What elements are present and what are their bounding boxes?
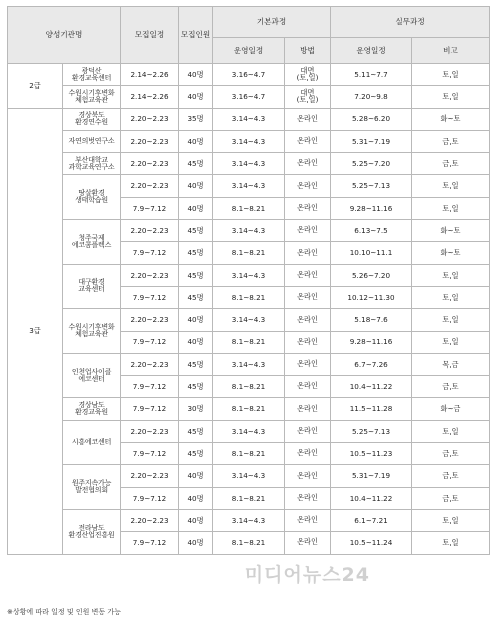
recruit-count-cell: 40명 — [179, 197, 213, 219]
table-row — [8, 264, 490, 286]
basic-method-cell: 온라인 — [285, 286, 331, 308]
recruit-count-cell: 45명 — [179, 353, 213, 375]
basic-period-cell: 3.14~4.3 — [213, 309, 285, 331]
grade-cell: 2급 — [8, 64, 63, 109]
practical-period-cell: 5.25~7.20 — [331, 153, 412, 175]
practical-note-cell: 토,일 — [412, 532, 490, 554]
table-row — [8, 86, 490, 108]
basic-period-cell: 8.1~8.21 — [213, 398, 285, 420]
practical-note-cell: 금,토 — [412, 153, 490, 175]
basic-period-cell: 3.14~4.3 — [213, 108, 285, 130]
practical-period-cell: 10.5~11.24 — [331, 532, 412, 554]
recruit-period-cell: 7.9~7.12 — [121, 443, 179, 465]
basic-method-cell: 온라인 — [285, 465, 331, 487]
recruit-count-cell: 45명 — [179, 264, 213, 286]
recruit-period-cell: 7.9~7.12 — [121, 197, 179, 219]
practical-period-cell: 10.12~11.30 — [331, 286, 412, 308]
basic-method-cell: 온라인 — [285, 376, 331, 398]
agency-name-cell: 수원시기후변화 체험교육관 — [63, 86, 121, 108]
recruit-count-cell: 40명 — [179, 309, 213, 331]
basic-method-cell: 온라인 — [285, 398, 331, 420]
practical-note-cell: 금,토 — [412, 130, 490, 152]
table-row — [8, 220, 490, 242]
practical-period-cell: 7.20~9.8 — [331, 86, 412, 108]
recruit-period-cell: 7.9~7.12 — [121, 398, 179, 420]
practical-period-cell: 5.11~7.7 — [331, 64, 412, 86]
practical-note-cell: 금,토 — [412, 465, 490, 487]
practical-period-cell: 5.25~7.13 — [331, 420, 412, 442]
recruit-period-cell: 2.14~2.26 — [121, 86, 179, 108]
recruit-period-cell: 2.20~2.23 — [121, 509, 179, 531]
practical-period-cell: 9.28~11.16 — [331, 197, 412, 219]
basic-period-cell: 8.1~8.21 — [213, 286, 285, 308]
recruit-count-cell: 40명 — [179, 331, 213, 353]
recruit-period-cell: 7.9~7.12 — [121, 532, 179, 554]
practical-note-cell: 토,일 — [412, 420, 490, 442]
basic-method-cell: 온라인 — [285, 487, 331, 509]
basic-period-cell: 3.14~4.3 — [213, 353, 285, 375]
recruit-count-cell: 35명 — [179, 108, 213, 130]
recruit-count-cell: 40명 — [179, 64, 213, 86]
practical-period-cell: 5.31~7.19 — [331, 130, 412, 152]
agency-name-cell: 원주지속가능 발전협의회 — [63, 465, 121, 510]
recruit-count-cell: 40명 — [179, 487, 213, 509]
practical-period-cell: 10.4~11.22 — [331, 376, 412, 398]
basic-method-cell: 온라인 — [285, 220, 331, 242]
basic-method-cell: 온라인 — [285, 264, 331, 286]
watermark: 미디어뉴스24 — [244, 564, 370, 586]
basic-period-cell: 8.1~8.21 — [213, 443, 285, 465]
recruit-period-cell: 7.9~7.12 — [121, 331, 179, 353]
agency-name-cell: 시흥에코센터 — [63, 420, 121, 465]
recruit-count-cell: 40명 — [179, 86, 213, 108]
header-practical-note: 비고 — [412, 38, 490, 64]
practical-note-cell: 토,일 — [412, 309, 490, 331]
table-row — [8, 108, 490, 130]
practical-period-cell: 5.18~7.6 — [331, 309, 412, 331]
table-row — [8, 420, 490, 442]
agency-name-cell: 부산대학교 과학교육연구소 — [63, 153, 121, 175]
header-basic-period: 운영일정 — [213, 38, 285, 64]
recruit-count-cell: 45명 — [179, 443, 213, 465]
recruit-period-cell: 7.9~7.12 — [121, 376, 179, 398]
basic-method-cell: 온라인 — [285, 353, 331, 375]
agency-name-cell: 전라남도 환경산업진흥원 — [63, 509, 121, 554]
recruit-count-cell: 45명 — [179, 286, 213, 308]
header-recruit-count: 모집인원 — [179, 7, 213, 64]
basic-period-cell: 3.14~4.3 — [213, 465, 285, 487]
practical-period-cell: 5.26~7.20 — [331, 264, 412, 286]
table-row — [8, 465, 490, 487]
recruit-period-cell: 7.9~7.12 — [121, 242, 179, 264]
basic-period-cell: 8.1~8.21 — [213, 331, 285, 353]
basic-period-cell: 3.14~4.3 — [213, 264, 285, 286]
basic-method-cell: 온라인 — [285, 443, 331, 465]
basic-method-cell: 온라인 — [285, 309, 331, 331]
practical-period-cell: 10.4~11.22 — [331, 487, 412, 509]
table-row — [8, 130, 490, 152]
table-row — [8, 175, 490, 197]
basic-method-cell: 온라인 — [285, 509, 331, 531]
recruit-period-cell: 2.20~2.23 — [121, 175, 179, 197]
practical-period-cell: 9.28~11.16 — [331, 331, 412, 353]
table-row — [8, 153, 490, 175]
recruit-count-cell: 45명 — [179, 153, 213, 175]
practical-note-cell: 목,금 — [412, 353, 490, 375]
course-schedule-table — [7, 6, 490, 555]
practical-period-cell: 10.5~11.23 — [331, 443, 412, 465]
recruit-count-cell: 30명 — [179, 398, 213, 420]
practical-period-cell: 6.1~7.21 — [331, 509, 412, 531]
header-practical-period: 운영일정 — [331, 38, 412, 64]
agency-name-cell: 경상북도 환경연수원 — [63, 108, 121, 130]
header-practical-course: 실무과정 — [331, 7, 490, 38]
basic-period-cell: 8.1~8.21 — [213, 487, 285, 509]
table-row — [8, 509, 490, 531]
table-row — [8, 64, 490, 86]
practical-period-cell: 6.13~7.5 — [331, 220, 412, 242]
basic-period-cell: 3.16~4.7 — [213, 64, 285, 86]
agency-name-cell: 대구환경 교육센터 — [63, 264, 121, 309]
table-row — [8, 398, 490, 420]
practical-note-cell: 토,일 — [412, 86, 490, 108]
practical-note-cell: 화~토 — [412, 220, 490, 242]
table-body — [8, 64, 490, 555]
header-agency: 양성기관명 — [8, 7, 121, 64]
header-basic-course: 기본과정 — [213, 7, 331, 38]
basic-period-cell: 3.14~4.3 — [213, 420, 285, 442]
grade-cell: 3급 — [8, 108, 63, 554]
recruit-count-cell: 40명 — [179, 532, 213, 554]
recruit-period-cell: 7.9~7.12 — [121, 487, 179, 509]
practical-period-cell: 5.28~6.20 — [331, 108, 412, 130]
basic-period-cell: 8.1~8.21 — [213, 197, 285, 219]
basic-period-cell: 8.1~8.21 — [213, 376, 285, 398]
basic-period-cell: 3.14~4.3 — [213, 175, 285, 197]
practical-note-cell: 토,일 — [412, 331, 490, 353]
recruit-count-cell: 40명 — [179, 130, 213, 152]
recruit-period-cell: 2.20~2.23 — [121, 309, 179, 331]
practical-note-cell: 금,토 — [412, 376, 490, 398]
header-basic-method: 방법 — [285, 38, 331, 64]
recruit-period-cell: 2.20~2.23 — [121, 153, 179, 175]
footnote: ※상황에 따라 일정 및 인원 변동 가능 — [7, 608, 121, 616]
agency-name-cell: 자연의벗연구소 — [63, 130, 121, 152]
practical-note-cell: 화~토 — [412, 108, 490, 130]
practical-note-cell: 화~토 — [412, 242, 490, 264]
practical-period-cell: 5.31~7.19 — [331, 465, 412, 487]
recruit-count-cell: 40명 — [179, 509, 213, 531]
practical-note-cell: 토,일 — [412, 286, 490, 308]
basic-method-cell: 온라인 — [285, 197, 331, 219]
recruit-period-cell: 2.20~2.23 — [121, 420, 179, 442]
basic-method-cell: 온라인 — [285, 130, 331, 152]
basic-method-cell: 온라인 — [285, 153, 331, 175]
recruit-count-cell: 40명 — [179, 465, 213, 487]
recruit-period-cell: 2.20~2.23 — [121, 465, 179, 487]
agency-name-cell: 수원시기후변화 체험교육관 — [63, 309, 121, 354]
table-row — [8, 353, 490, 375]
basic-period-cell: 8.1~8.21 — [213, 532, 285, 554]
practical-period-cell: 6.7~7.26 — [331, 353, 412, 375]
recruit-period-cell: 2.14~2.26 — [121, 64, 179, 86]
agency-name-cell: 인천업사이클 에코센터 — [63, 353, 121, 398]
basic-method-cell: 온라인 — [285, 532, 331, 554]
agency-name-cell: 광덕산 환경교육센터 — [63, 64, 121, 86]
basic-period-cell: 8.1~8.21 — [213, 242, 285, 264]
practical-note-cell: 금,토 — [412, 487, 490, 509]
basic-period-cell: 3.14~4.3 — [213, 153, 285, 175]
agency-name-cell: 경상남도 환경교육원 — [63, 398, 121, 420]
practical-note-cell: 토,일 — [412, 264, 490, 286]
basic-method-cell: 온라인 — [285, 108, 331, 130]
header-recruit-period: 모집일정 — [121, 7, 179, 64]
recruit-count-cell: 45명 — [179, 220, 213, 242]
practical-note-cell: 화~금 — [412, 398, 490, 420]
basic-method-cell: 온라인 — [285, 175, 331, 197]
agency-name-cell: 땅살환경 생태학습원 — [63, 175, 121, 220]
practical-note-cell: 토,일 — [412, 175, 490, 197]
practical-note-cell: 토,일 — [412, 64, 490, 86]
basic-method-cell: 대면 (토,일) — [285, 64, 331, 86]
practical-note-cell: 토,일 — [412, 197, 490, 219]
basic-method-cell: 온라인 — [285, 242, 331, 264]
practical-period-cell: 10.10~11.1 — [331, 242, 412, 264]
basic-period-cell: 3.14~4.3 — [213, 220, 285, 242]
practical-period-cell: 11.5~11.28 — [331, 398, 412, 420]
practical-note-cell: 토,일 — [412, 509, 490, 531]
recruit-period-cell: 2.20~2.23 — [121, 264, 179, 286]
recruit-period-cell: 2.20~2.23 — [121, 130, 179, 152]
basic-period-cell: 3.14~4.3 — [213, 509, 285, 531]
recruit-period-cell: 2.20~2.23 — [121, 353, 179, 375]
table-row — [8, 309, 490, 331]
basic-period-cell: 3.14~4.3 — [213, 130, 285, 152]
recruit-period-cell: 2.20~2.23 — [121, 220, 179, 242]
basic-period-cell: 3.16~4.7 — [213, 86, 285, 108]
recruit-count-cell: 45명 — [179, 420, 213, 442]
basic-method-cell: 온라인 — [285, 420, 331, 442]
recruit-period-cell: 2.20~2.23 — [121, 108, 179, 130]
agency-name-cell: 청주국제 에코콤플렉스 — [63, 220, 121, 265]
recruit-period-cell: 7.9~7.12 — [121, 286, 179, 308]
recruit-count-cell: 45명 — [179, 376, 213, 398]
practical-period-cell: 5.25~7.13 — [331, 175, 412, 197]
recruit-count-cell: 40명 — [179, 175, 213, 197]
basic-method-cell: 온라인 — [285, 331, 331, 353]
practical-note-cell: 금,토 — [412, 443, 490, 465]
basic-method-cell: 대면 (토,일) — [285, 86, 331, 108]
recruit-count-cell: 45명 — [179, 242, 213, 264]
